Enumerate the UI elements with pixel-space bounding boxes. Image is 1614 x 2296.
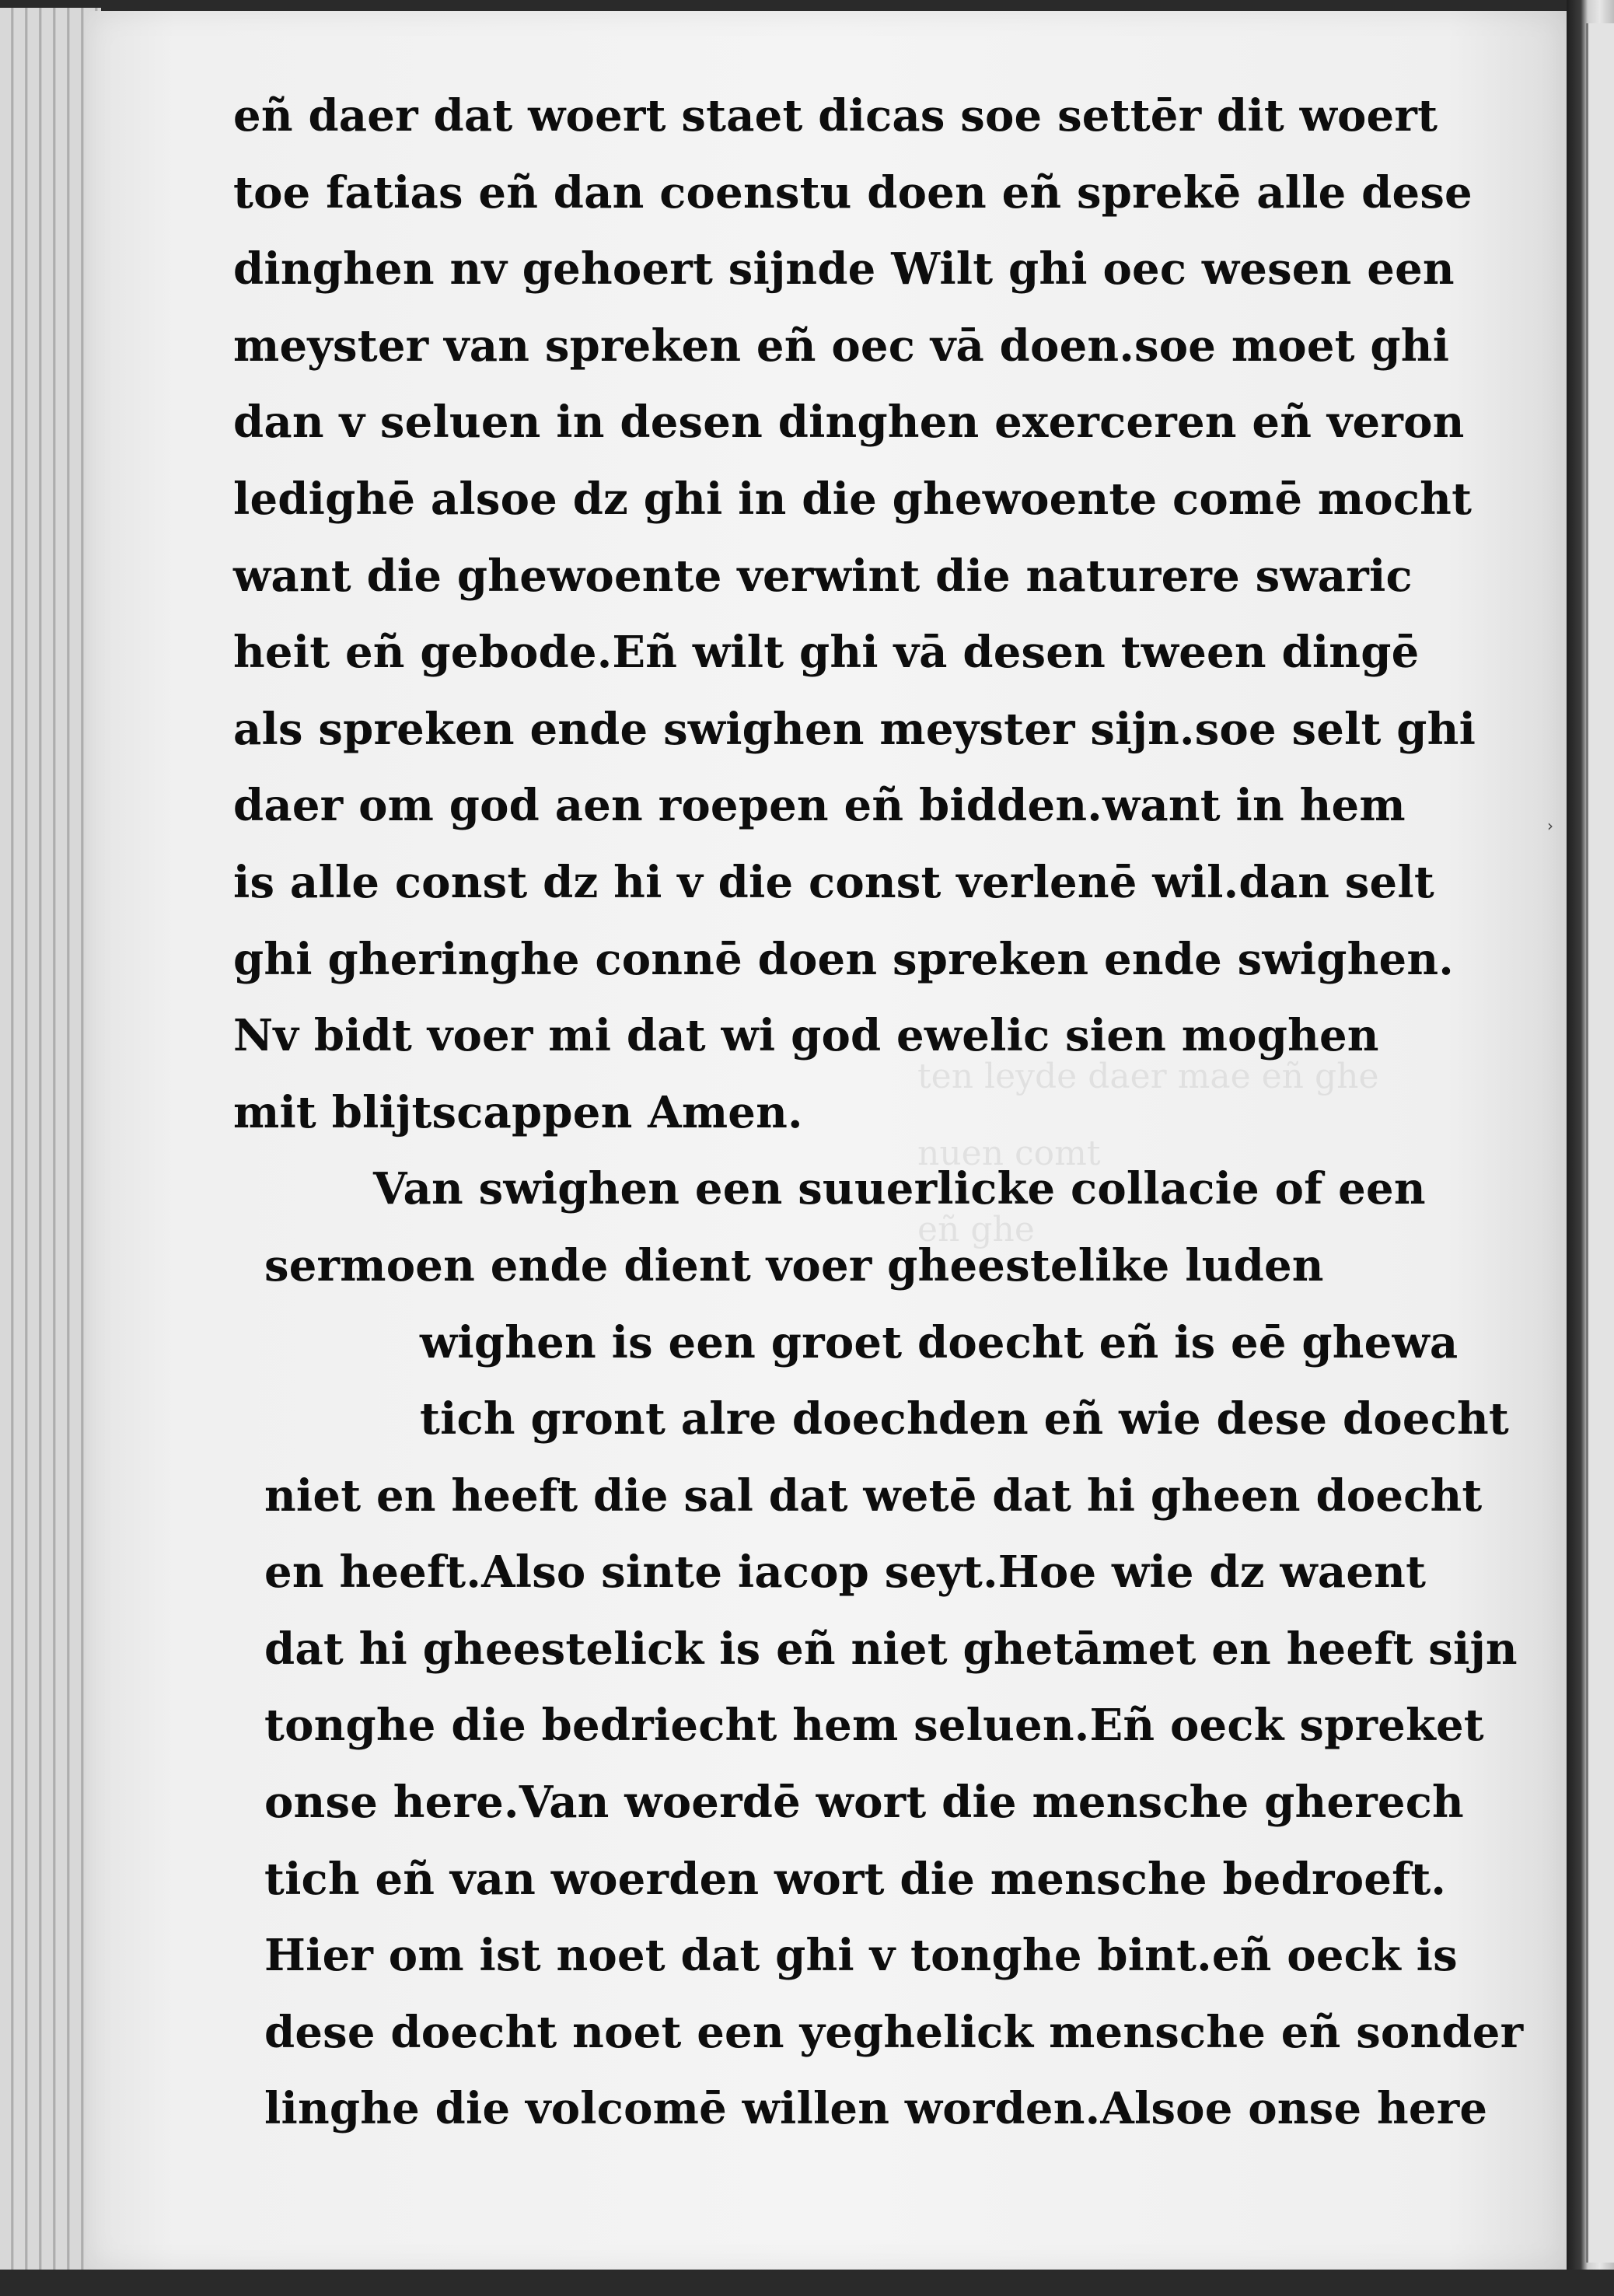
text-line: eñ daer dat woert staet dicas soe settēr dit woert <box>233 90 1438 142</box>
text-line: linghe die volcomē willen worden.Alsoe onse here <box>264 2083 1488 2135</box>
text-line: toe fatias eñ dan coenstu doen eñ sprekē alle dese <box>233 166 1473 218</box>
section-heading: Van swighen een suuerlicke collacie of een <box>373 1163 1426 1215</box>
text-line: mit blijtscappen Amen. <box>233 1086 803 1138</box>
text-line: als spreken ende swighen meyster sijn.soe selt ghi <box>233 703 1476 755</box>
text-line: heit eñ gebode.Eñ wilt ghi vā desen tween dingē <box>233 627 1420 679</box>
text-line: wighen is een groet doecht eñ is eē ghewa <box>420 1316 1459 1368</box>
text-line: Nv bidt voer mi dat wi god ewelic sien moghen <box>233 1010 1379 1062</box>
margin-mark: › <box>1547 816 1553 835</box>
text-line: dinghen nv gehoert sijnde Wilt ghi oec wesen een <box>233 243 1455 295</box>
facing-page-edge <box>1586 23 1614 2263</box>
text-line: tonghe die bedriecht hem seluen.Eñ oeck spreket <box>264 1700 1484 1752</box>
text-line: dese doecht noet een yeghelick mensche eñ sonder <box>264 2006 1524 2058</box>
text-line: en heeft.Also sinte iacop seyt.Hoe wie dz waent <box>264 1546 1427 1599</box>
ghost-line: eñ ghe <box>917 1210 1035 1250</box>
blackletter-text-block <box>233 78 1524 2147</box>
text-line: ghi gheringhe connē doen spreken ende swighen. <box>233 933 1454 985</box>
text-line: daer om god aen roepen eñ bidden.want in hem <box>233 780 1406 832</box>
text-line: Hier om ist noet dat ghi v tonghe bint.eñ oeck is <box>264 1930 1458 1982</box>
scanner-top-border <box>0 0 1614 11</box>
scanner-bottom-border <box>0 2270 1614 2296</box>
text-line: niet en heeft die sal dat wetē dat hi gheen doecht <box>264 1470 1483 1522</box>
text-line: dat hi gheestelick is eñ niet ghetāmet en heeft sijn <box>264 1623 1518 1675</box>
text-line: ledighē alsoe dz ghi in die ghewoente comē mocht <box>233 473 1473 525</box>
text-line: is alle const dz hi v die const verlenē wil.dan selt <box>233 856 1434 908</box>
text-line: dan v seluen in desen dinghen exerceren eñ veron <box>233 397 1465 449</box>
text-line: meyster van spreken eñ oec vā doen.soe moet ghi <box>233 320 1450 372</box>
ghost-line: ten leyde daer mae eñ ghe <box>917 1057 1379 1096</box>
text-line: onse here.Van woerdē wort die mensche gherech <box>264 1777 1464 1829</box>
ghost-line: nuen comt <box>917 1133 1101 1173</box>
text-line: tich eñ van woerden wort die mensche bedroeft. <box>264 1853 1447 1905</box>
text-line: want die ghewoente verwint die naturere swaric <box>233 550 1413 602</box>
section-heading: sermoen ende dient voer gheestelike luden <box>264 1239 1324 1291</box>
text-line: tich gront alre doechden eñ wie dese doecht <box>420 1393 1509 1445</box>
